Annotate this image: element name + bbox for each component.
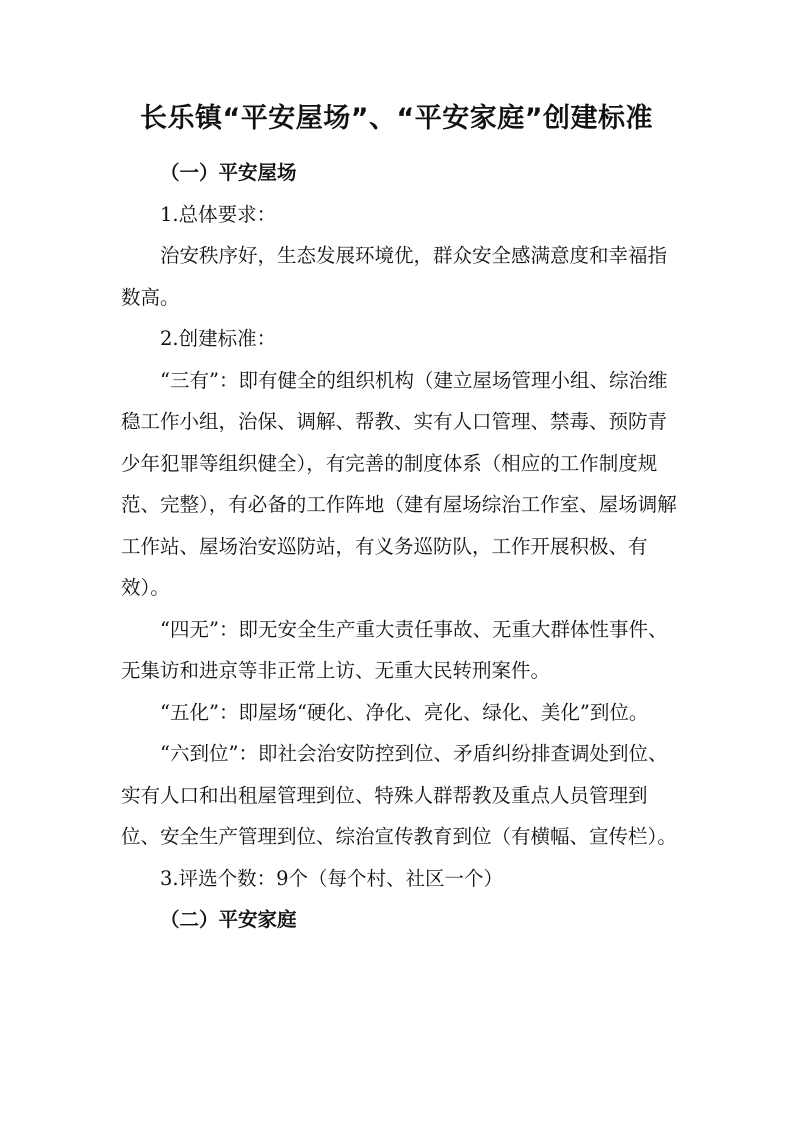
standard-five-izations: “五化”：即屋场“硬化、净化、亮化、绿化、美化”到位。 [160,700,649,724]
document-body [121,152,681,941]
section-heading-safe-family: （二）平安家庭 [160,908,297,931]
selection-count: 3.评选个数：9个（每个村、社区一个） [160,866,504,890]
standard-six-in-place: “六到位”：即社会治安防控到位、矛盾纠纷排查调处到位、实有人口和出租屋管理到位、特殊人群帮教及重点人员管理到位、安全生产管理到位、综治宣传教育到位（有横幅、宣传栏）。 [121,742,677,848]
general-requirement-text: 治安秩序好，生态发展环境优，群众安全感满意度和幸福指数高。 [121,244,668,309]
general-requirement-label: 1.总体要求： [160,202,277,226]
standard-four-nos: “四无”：即无安全生产重大责任事故、无重大群体性事件、无集访和进京等非正常上访、无重大民转刑案件。 [121,617,668,682]
document-title: 长乐镇“平安屋场”、“平安家庭”创建标准 [140,103,653,134]
standard-three-haves: “三有”：即有健全的组织机构（建立屋场管理小组、综治维稳工作小组，治保、调解、帮教、实有人口管理、禁毒、预防青少年犯罪等组织健全），有完善的制度体系（相应的工作制度规范、完整），有必备的工作阵地（建有屋场综治工作室、屋场调解工作站、屋场治安巡防站，有义务巡防队，工作开展积极、有效）。 [121,368,677,599]
standards-label: 2.创建标准： [160,327,277,350]
section-heading-safe-village: （一）平安屋场 [160,161,297,184]
